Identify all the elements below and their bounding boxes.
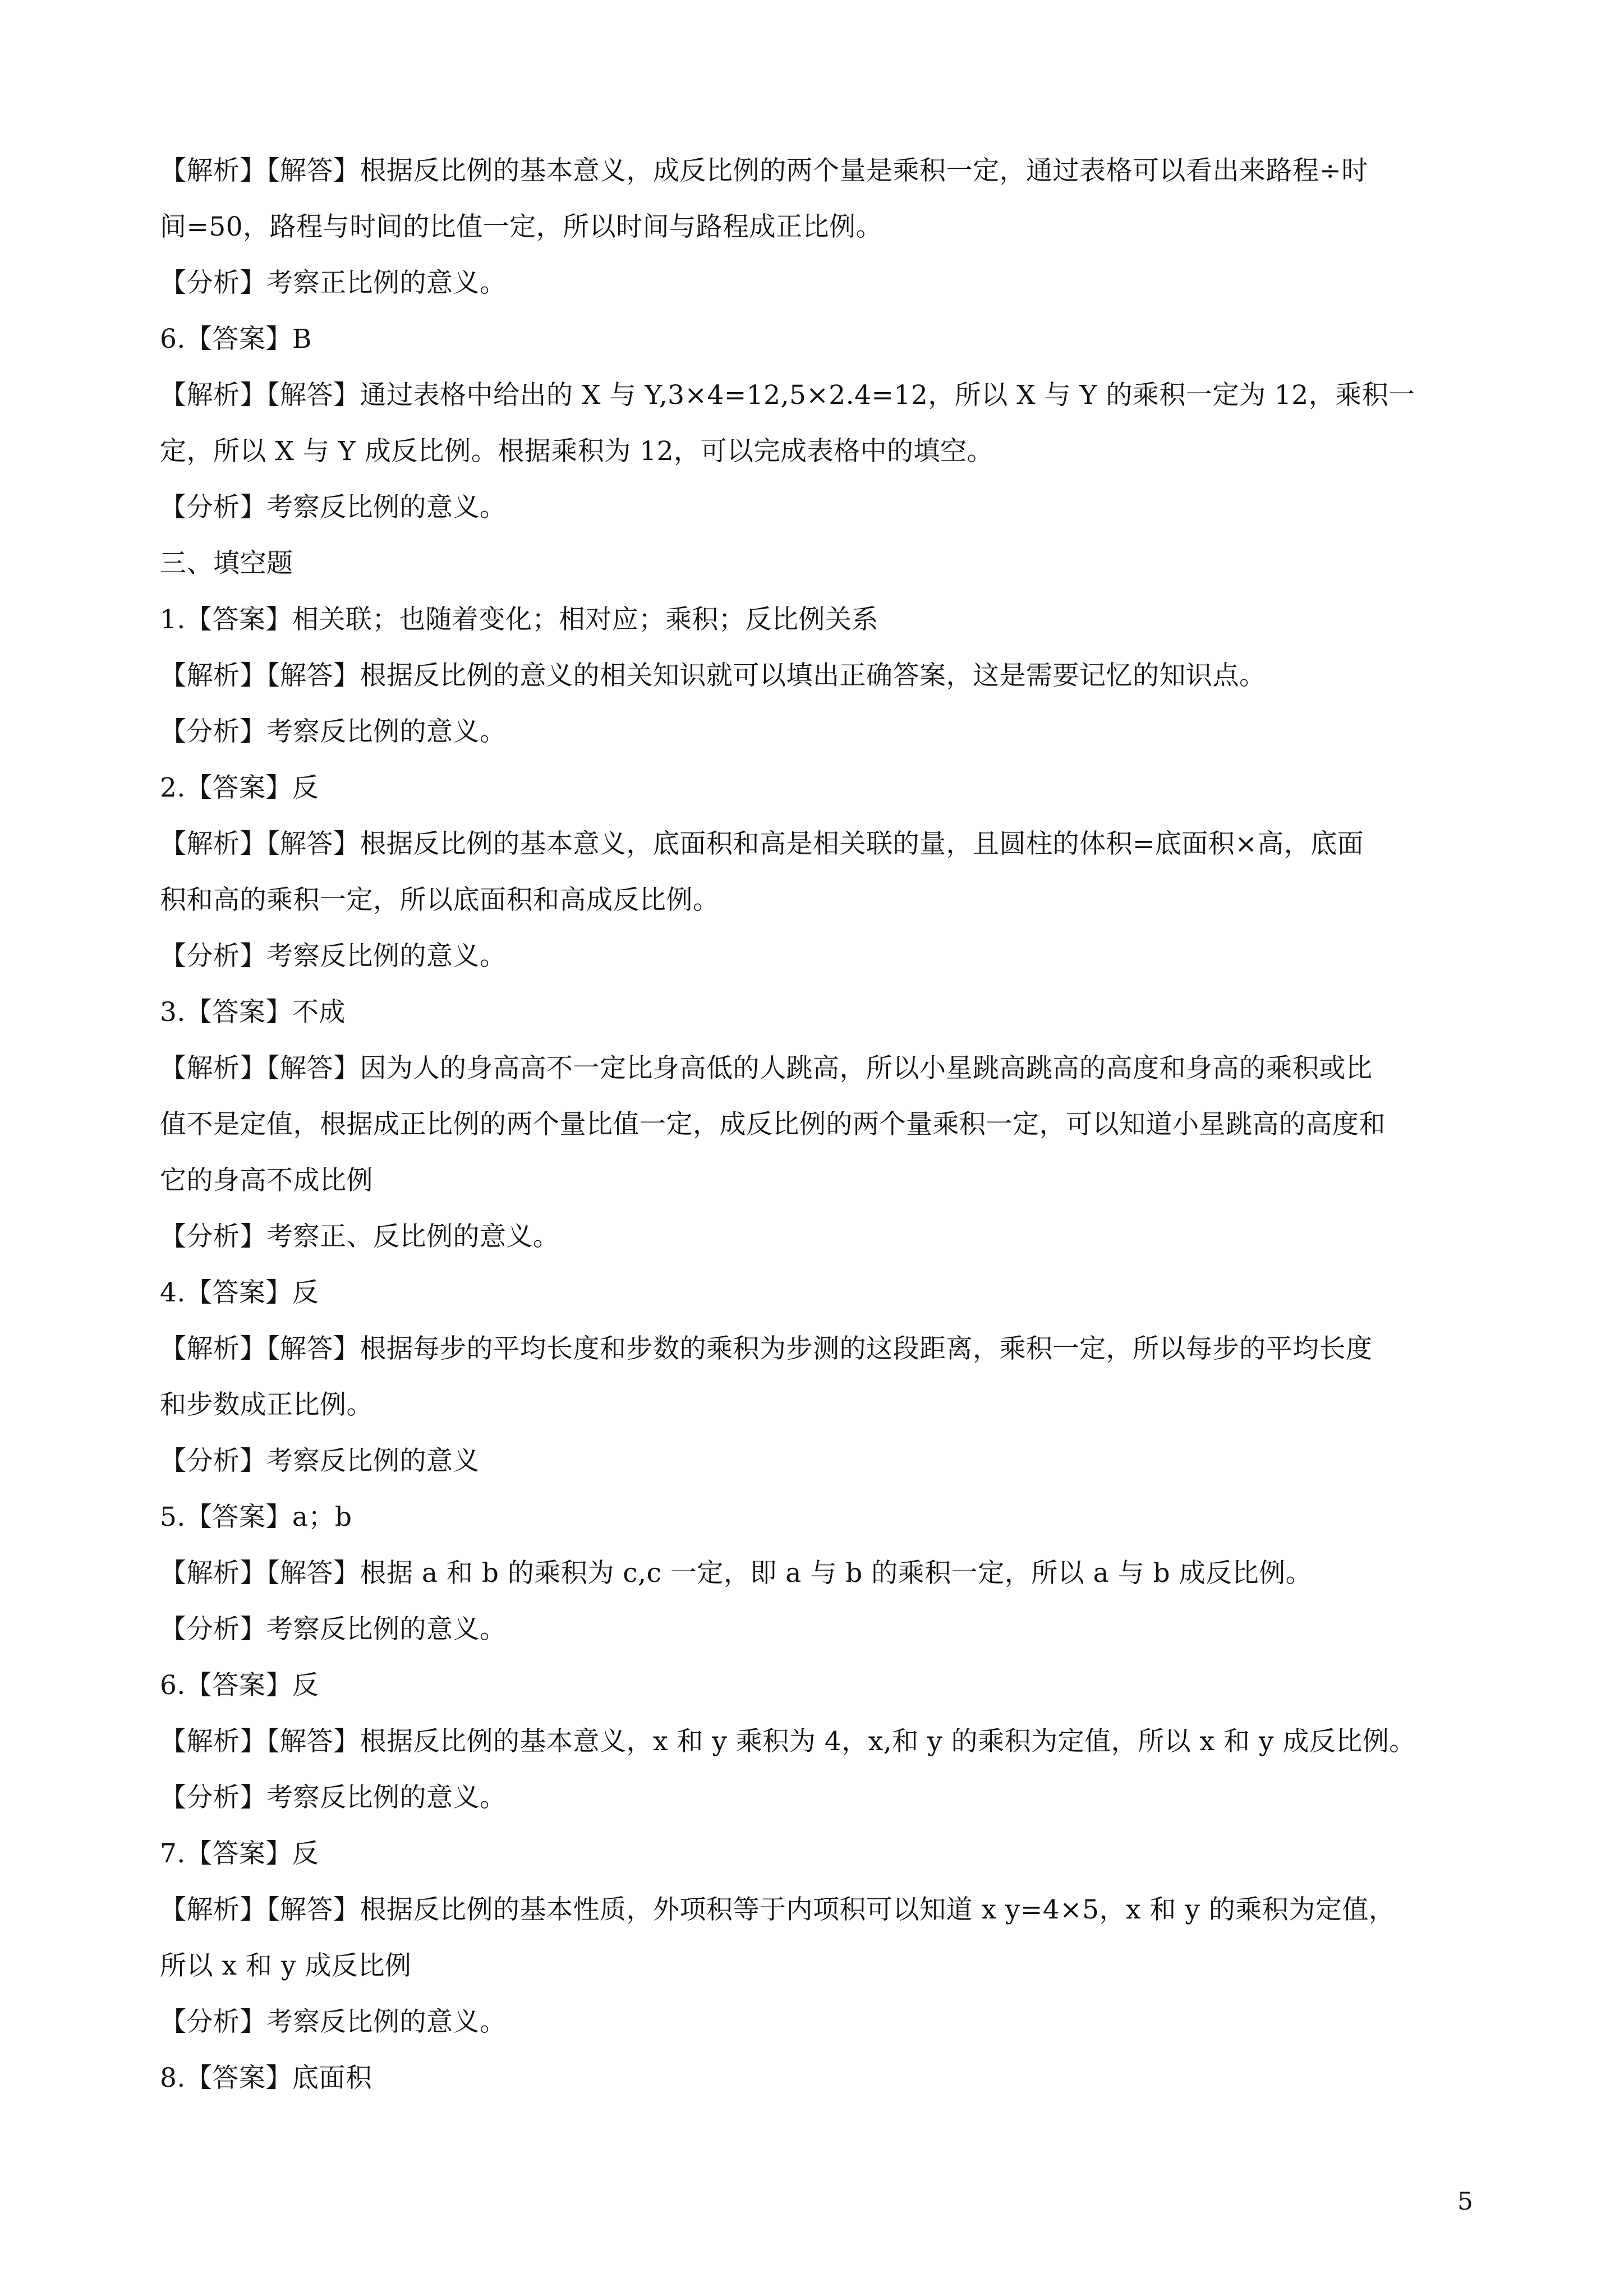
text-line: 【解析】【解答】根据反比例的基本意义，x 和 y 乘积为 4，x,和 y 的乘积为定值，所以 x 和 y 成反比例。 — [160, 1726, 1416, 1757]
text-line: 【分析】考察反比例的意义。 — [160, 941, 507, 972]
text-line: 和步数成正比例。 — [160, 1389, 373, 1420]
text-line: 【分析】考察反比例的意义。 — [160, 1782, 507, 1813]
page-number: 5 — [1457, 2187, 1473, 2216]
text-line: 8.【答案】底面积 — [160, 2063, 372, 2093]
text-line: 【分析】考察反比例的意义。 — [160, 2007, 507, 2037]
text-line: 6.【答案】B — [160, 324, 312, 355]
text-line: 3.【答案】不成 — [160, 997, 346, 1028]
text-line: 【解析】【解答】根据反比例的基本性质，外项积等于内项积可以知道 x y=4×5，x 和 y 的乘积为定值， — [160, 1894, 1396, 1925]
text-line: 【解析】【解答】根据 a 和 b 的乘积为 c,c 一定，即 a 与 b 的乘积一定，所以 a 与 b 成反比例。 — [160, 1558, 1313, 1589]
text-line: 【解析】【解答】根据反比例的意义的相关知识就可以填出正确答案，这是需要记忆的知识点。 — [160, 660, 1266, 691]
text-line: 【解析】【解答】通过表格中给出的 X 与 Y,3×4=12,5×2.4=12，所以 X 与 Y 的乘积一定为 12，乘积一 — [160, 380, 1415, 411]
text-line: 定，所以 X 与 Y 成反比例。根据乘积为 12，可以完成表格中的填空。 — [160, 436, 993, 467]
text-line: 【解析】【解答】根据反比例的基本意义，底面积和高是相关联的量，且圆柱的体积=底面积×高，底面 — [160, 829, 1364, 859]
text-line: 5.【答案】a；b — [160, 1502, 352, 1533]
text-line: 积和高的乘积一定，所以底面积和高成反比例。 — [160, 885, 720, 915]
document-body — [160, 143, 1487, 2106]
text-line: 1.【答案】相关联；也随着变化；相对应；乘积；反比例关系 — [160, 604, 878, 635]
text-line: 【分析】考察正、反比例的意义。 — [160, 1221, 560, 1252]
text-line: 4.【答案】反 — [160, 1277, 319, 1308]
text-line: 值不是定值，根据成正比例的两个量比值一定，成反比例的两个量乘积一定，可以知道小星跳高的高度和 — [160, 1109, 1386, 1140]
text-line: 间=50，路程与时间的比值一定，所以时间与路程成正比例。 — [160, 211, 883, 242]
text-line: 它的身高不成比例 — [160, 1165, 373, 1196]
text-line: 【分析】考察反比例的意义。 — [160, 492, 507, 523]
text-line: 2.【答案】反 — [160, 772, 319, 803]
text-line: 【解析】【解答】因为人的身高高不一定比身高低的人跳高，所以小星跳高跳高的高度和身高的乘积或比 — [160, 1053, 1373, 1084]
text-line: 所以 x 和 y 成反比例 — [160, 1950, 412, 1981]
text-line: 【分析】考察反比例的意义。 — [160, 1614, 507, 1645]
text-line: 【解析】【解答】根据每步的平均长度和步数的乘积为步测的这段距离，乘积一定，所以每步的平均长度 — [160, 1333, 1373, 1364]
text-line: 【分析】考察正比例的意义。 — [160, 268, 507, 298]
text-line: 【分析】考察反比例的意义 — [160, 1446, 480, 1476]
text-line: 【分析】考察反比例的意义。 — [160, 716, 507, 747]
text-line: 7.【答案】反 — [160, 1838, 319, 1869]
text-line: 【解析】【解答】根据反比例的基本意义，成反比例的两个量是乘积一定，通过表格可以看出来路程÷时 — [160, 155, 1368, 186]
section-heading: 三、填空题 — [160, 548, 293, 579]
text-line: 6.【答案】反 — [160, 1670, 319, 1701]
